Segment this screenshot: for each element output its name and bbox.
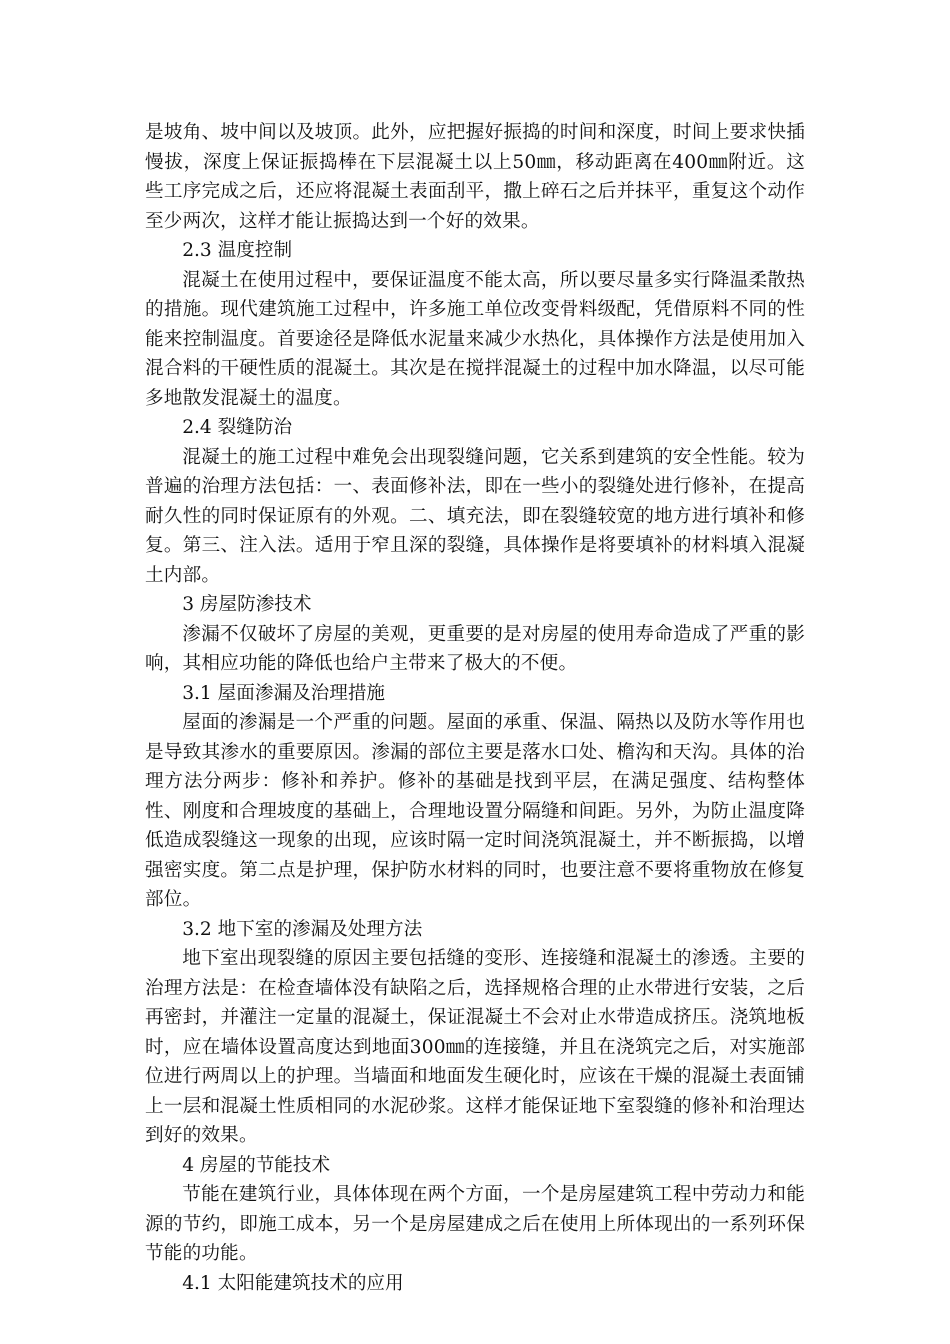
heading-3-waterproofing: 3 房屋防渗技术 bbox=[182, 594, 312, 615]
heading-4-1-solar: 4.1 太阳能建筑技术的应用 bbox=[182, 1272, 404, 1294]
heading-2-3-temperature: 2.3 温度控制 bbox=[182, 240, 293, 261]
paragraph-roof: 屋面的渗漏是一个严重的问题。屋面的承重、保温、隔热以及防水等作用也是导致其渗水的重要原因。渗漏的部位主要是落水口处、檐沟和天沟。具体的治理方法分两步：修补和养护。修补的基础是找到平层，在满足强度、结构整体性、刚度和合理坡度的基础上，合理地设置分隔缝和间距。另外，为防止温度降低造成裂缝这一现象的出现，应该时隔一定时间浇筑混凝土，并不断振捣，以增强密实度。第二点是护理，保护防水材料的同时，也要注意不要将重物放在修复部位。 bbox=[145, 712, 805, 910]
heading-4-energy: 4 房屋的节能技术 bbox=[182, 1154, 331, 1176]
paragraph-vibration: 是坡角、坡中间以及坡顶。此外，应把握好振捣的时间和深度，时间上要求快插慢拔，深度上保证振捣棒在下层混凝土以上50㎜，移动距离在400㎜附近。这些工序完成之后，还应将混凝土表面刮平，撒上碎石之后并抹平，重复这个动作至少两次，这样才能让振捣达到一个好的效果。 bbox=[145, 122, 805, 232]
paragraph-waterproofing: 渗漏不仅破坏了房屋的美观，更重要的是对房屋的使用寿命造成了严重的影响，其相应功能的降低也给户主带来了极大的不便。 bbox=[145, 623, 805, 674]
heading-3-2-basement: 3.2 地下室的渗漏及处理方法 bbox=[182, 918, 423, 940]
paragraph-temperature: 混凝土在使用过程中，要保证温度不能太高，所以要尽量多实行降温柔散热的措施。现代建筑施工过程中，许多施工单位改变骨料级配，凭借原料不同的性能来控制温度。首要途径是降低水泥量来减少水热化，具体操作方法是使用加入混合料的干硬性质的混凝土。其次是在搅拌混凝土的过程中加水降温，以尽可能多地散发混凝土的温度。 bbox=[145, 269, 805, 409]
paragraph-energy: 节能在建筑行业，具体体现在两个方面，一个是房屋建筑工程中劳动力和能源的节约，即施工成本，另一个是房屋建成之后在使用上所体现出的一系列环保节能的功能。 bbox=[145, 1184, 805, 1264]
heading-3-1-roof: 3.1 屋面渗漏及治理措施 bbox=[182, 682, 386, 704]
heading-2-4-cracks: 2.4 裂缝防治 bbox=[182, 417, 293, 438]
paragraph-cracks: 混凝土的施工过程中难免会出现裂缝问题，它关系到建筑的安全性能。较为普遍的治理方法包括：一、表面修补法，即在一些小的裂缝处进行修补，在提高耐久性的同时保证原有的外观。二、填充法，即在裂缝较宽的地方进行填补和修复。第三、注入法。适用于窄且深的裂缝，具体操作是将要填补的材料填入混凝土内部。 bbox=[145, 446, 805, 586]
paragraph-basement: 地下室出现裂缝的原因主要包括缝的变形、连接缝和混凝土的渗透。主要的治理方法是：在检查墙体没有缺陷之后，选择规格合理的止水带进行安装，之后再密封，并灌注一定量的混凝土，保证混凝土不会对止水带造成挤压。浇筑地板时，应在墙体设置高度达到地面300㎜的连接缝，并且在浇筑完之后，对实施部位进行两周以上的护理。当墙面和地面发生硬化时，应该在干燥的混凝土表面铺上一层和混凝土性质相同的水泥砂浆。这样才能保证地下室裂缝的修补和治理达到好的效果。 bbox=[145, 948, 805, 1146]
document-body bbox=[145, 118, 805, 1298]
